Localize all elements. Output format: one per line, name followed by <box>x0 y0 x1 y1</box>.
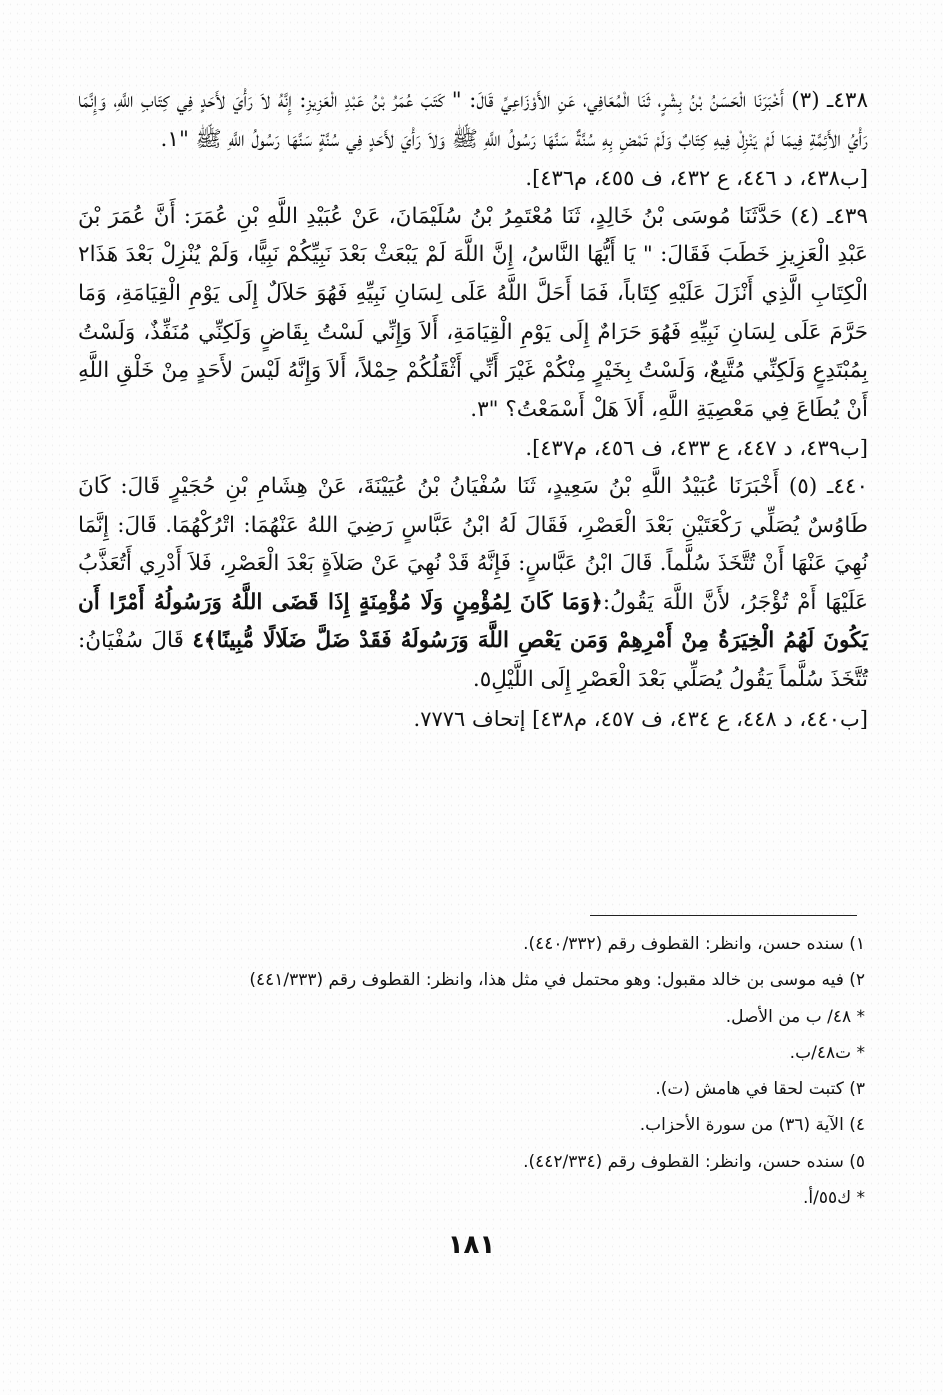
footnote-1: ١) سنده حسن، وانظر: القطوف رقم (٤٤٠/٣٣٢). <box>523 934 865 954</box>
hadith-438-text: ٤٣٨ـ (٣) أَخْبَرَنَا الْحَسَنُ بْنُ بِشْرٍ، ثَنَا الْمُعَافِي، عَنِ الأَوْزَاعِيِّ قَالَ: " كَتَبَ عُمَرُ بْنُ عَبْدِ الْعَزِيزِ: إِنَّهُ لاَ رَأْيَ لأَحَدٍ فِي كِتَابِ اللَّهِ، وَإِنَّمَا رَأْيُ الأَئِمَّةِ فِيمَا لَمْ يَنْزِلْ فِيهِ كِتَابٌ وَلَمْ تَمْضِ بِهِ سُنَّةٌ سَنَّهَا رَسُولُ اللَّهِ ﷺ وَلاَ رَأْيَ لأَحَدٍ فِي سُنَّةٍ سَنَّهَا رَسُولُ اللَّهِ ﷺ "١. <box>78 88 868 152</box>
footnote-marker-k55a: * ك٥٥/أ. <box>802 1188 865 1209</box>
footnote-divider <box>590 915 857 916</box>
hadith-440-text-before: ٤٤٠ـ (٥) أَخْبَرَنَا عُبَيْدُ اللَّهِ بْنُ سَعِيدٍ، ثَنَا سُفْيَانُ بْنُ عُيَيْنَةَ، عَنْ هِشَامِ بْنِ حُجَيْرٍ قَالَ: كَانَ طَاوُسٌ يُصَلِّي رَكْعَتَيْنِ بَعْدَ الْعَصْرِ، فَقَالَ لَهُ ابْنُ عَبَّاسٍ رَضِيَ اللهُ عَنْهُمَا: اتْرُكْهُمَا. قَالَ: إِنَّمَا نُهِيَ عَنْهَا أَنْ تُتَّخَذَ سُلَّماً. قَالَ ابْنُ عَبَّاسٍ: فَإِنَّهُ قَدْ نُهِيَ عَنْ صَلاَةٍ بَعْدَ الْعَصْرِ، فَلاَ أَدْرِي أَتُعَذَّبُ عَلَيْهَا أَمْ تُؤْجَرُ، لأَنَّ اللَّهَ يَقُولُ: <box>78 473 869 615</box>
hadith-438-reference: [ب٤٣٨، د ٤٤٦، ع ٤٣٢، ف ٤٥٥، م٤٣٦]. <box>525 166 868 191</box>
hadith-440-reference: [ب٤٤٠، د ٤٤٨، ع ٤٣٤، ف ٤٥٧، م٤٣٨] إتحاف ٧٧٧٦. <box>413 706 868 731</box>
hadith-440-text-after: قَالَ سُفْيَانُ: تُتَّخَذَ سُلَّماً يَقُولُ يُصَلِّي بَعْدَ الْعَصْرِ إِلَى اللَّيْلِ٥. <box>78 628 868 692</box>
footnote-5: ٥) سنده حسن، وانظر: القطوف رقم (٤٤٢/٣٣٤). <box>523 1151 865 1172</box>
footnote-marker-48b: * ٤٨/ ب من الأصل. <box>725 1006 865 1027</box>
quran-verse: ﴿وَمَا كَانَ لِمُؤْمِنٍ وَلَا مُؤْمِنَةٍ إِذَا قَضَى اللَّهُ وَرَسُولُهُ أَمْرًا أَن يَكُونَ لَهُمُ الْخِيَرَةُ مِنْ أَمْرِهِمْ وَمَن يَعْصِ اللَّهَ وَرَسُولَهُ فَقَدْ ضَلَّ ضَلَالًا مُّبِينًا﴾٤ <box>78 589 868 654</box>
footnote-marker-t48b: * ت٤٨/ب. <box>789 1042 865 1063</box>
hadith-439-text: ٤٣٩ـ (٤) حَدَّثَنَا مُوسَى بْنُ خَالِدٍ، ثَنَا مُعْتَمِرُ بْنُ سُلَيْمَانَ، عَنْ عُبَيْدِ اللَّهِ بْنِ عُمَرَ: أَنَّ عُمَرَ بْنَ عَبْدِ الْعَزِيزِ خَطَبَ فَقَالَ: " يَا أَيُّهَا النَّاسُ، إِنَّ اللَّهَ لَمْ يَبْعَثْ بَعْدَ نَبِيِّكُمْ نَبِيًّا، وَلَمْ يُنْزِلْ بَعْدَ هَذَا٢ الْكِتَابِ الَّذِي أَنْزَلَ عَلَيْهِ كِتَاباً، فَمَا أَحَلَّ اللَّهُ عَلَى لِسَانِ نَبِيِّهِ فَهُوَ حَلاَلٌ إِلَى يَوْمِ الْقِيَامَةِ، وَمَا حَرَّمَ عَلَى لِسَانِ نَبِيِّهِ فَهُوَ حَرَامٌ إِلَى يَوْمِ الْقِيَامَةِ، أَلاَ وَإِنِّي لَسْتُ بِقَاضٍ وَلَكِنِّي مُنَفِّذٌ، وَلَسْتُ بِمُبْتَدِعٍ وَلَكِنِّي مُتَّبِعٌ، وَلَسْتُ بِخَيْرٍ مِنْكُمْ غَيْرَ أَنِّي أَثْقَلُكُمْ حِمْلاً، أَلاَ وَإِنَّهُ لَيْسَ لأَحَدٍ مِنْ خَلْقِ اللَّهِ أَنْ يُطَاعَ فِي مَعْصِيَةِ اللَّهِ، أَلاَ هَلْ أَسْمَعْتُ؟ "٣. <box>78 203 868 422</box>
page-number: ١٨١ <box>447 1230 496 1260</box>
footnotes <box>75 926 865 1216</box>
main-text <box>78 82 868 738</box>
footnote-2: ٢) فيه موسى بن خالد مقبول: وهو محتمل في مثل هذا، وانظر: القطوف رقم (٤٤١/٣٣٣) <box>249 970 865 991</box>
hadith-439-reference: [ب٤٣٩، د ٤٤٧، ع ٤٣٣، ف ٤٥٦، م٤٣٧]. <box>525 436 868 461</box>
hadith-440-text <box>78 468 868 700</box>
footnote-3: ٣) كتبت لحقا في هامش (ت). <box>655 1079 865 1100</box>
footnote-4: ٤) الآية (٣٦) من سورة الأحزاب. <box>639 1115 865 1136</box>
